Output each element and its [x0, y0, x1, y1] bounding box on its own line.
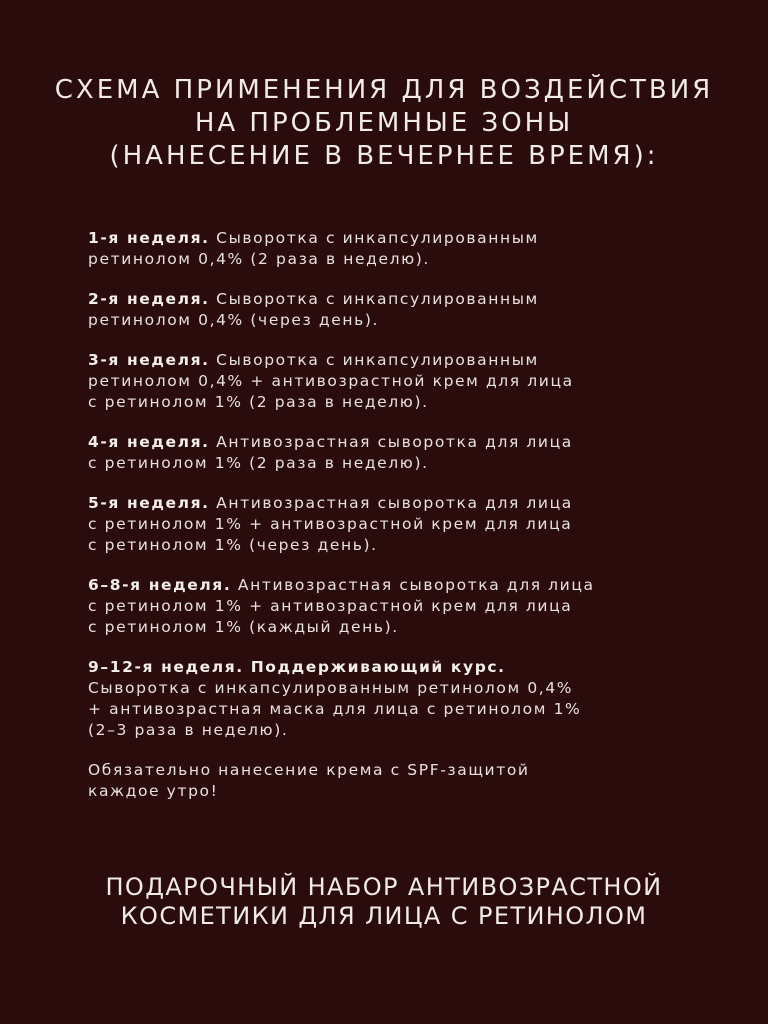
- footer-line-1: ПОДАРОЧНЫЙ НАБОР АНТИВОЗРАСТНОЙ: [105, 873, 663, 901]
- schedule-list: [88, 228, 708, 802]
- week-first-text: Сыворотка с инкапсулированным: [209, 290, 539, 308]
- week-first-text: Сыворотка с инкапсулированным: [209, 351, 539, 369]
- note-line-2: каждое утро!: [88, 782, 219, 800]
- week-text-line: с ретинолом 1% (каждый день).: [88, 618, 399, 636]
- week-text-line: с ретинолом 1% (2 раза в неделю).: [88, 454, 429, 472]
- week-text-line: ретинолом 0,4% (2 раза в неделю).: [88, 250, 430, 268]
- week-first-text: Антивозрастная сыворотка для лица: [209, 433, 573, 451]
- week-heading-line: [88, 432, 708, 453]
- week-text-line: Сыворотка с инкапсулированным ретинолом 0,4%: [88, 679, 574, 697]
- week-first-text: Антивозрастная сыворотка для лица: [231, 576, 595, 594]
- schedule-week-1: [88, 228, 708, 270]
- footer-line-2: КОСМЕТИКИ ДЛЯ ЛИЦА С РЕТИНОЛОМ: [120, 902, 648, 930]
- title-line-3: (НАНЕСЕНИЕ В ВЕЧЕРНЕЕ ВРЕМЯ):: [109, 141, 659, 171]
- week-first-text: Антивозрастная сыворотка для лица: [209, 494, 573, 512]
- title-line-2: НА ПРОБЛЕМНЫЕ ЗОНЫ: [194, 108, 574, 138]
- week-text-line: ретинолом 0,4% (через день).: [88, 311, 379, 329]
- week-heading-line: [88, 289, 708, 310]
- week-first-text: Сыворотка с инкапсулированным: [209, 229, 539, 247]
- week-text-line: с ретинолом 1% (через день).: [88, 536, 378, 554]
- week-label: 5-я неделя.: [88, 494, 210, 512]
- schedule-week-6-8: [88, 575, 708, 638]
- week-text-line: с ретинолом 1% (2 раза в неделю).: [88, 393, 429, 411]
- schedule-week-5: [88, 493, 708, 556]
- week-label: 4-я неделя.: [88, 433, 210, 451]
- week-text-line: (2–3 раза в неделю).: [88, 721, 289, 739]
- week-heading-line: [88, 228, 708, 249]
- schedule-week-9-12: [88, 657, 708, 741]
- week-text-line: с ретинолом 1% + антивозрастной крем для лица: [88, 597, 573, 615]
- schedule-week-3: [88, 350, 708, 413]
- week-heading-line: [88, 657, 708, 678]
- note-line-1: Обязательно нанесение крема с SPF-защитой: [88, 761, 530, 779]
- schedule-week-2: [88, 289, 708, 331]
- week-label: 1-я неделя.: [88, 229, 210, 247]
- week-text-line: с ретинолом 1% + антивозрастной крем для лица: [88, 515, 573, 533]
- week-heading-line: [88, 350, 708, 371]
- title-line-1: СХЕМА ПРИМЕНЕНИЯ ДЛЯ ВОЗДЕЙСТВИЯ: [54, 75, 714, 105]
- week-heading-line: [88, 493, 708, 514]
- schedule-week-4: [88, 432, 708, 474]
- page-title: [0, 74, 768, 173]
- week-label: 9–12-я неделя. Поддерживающий курс.: [88, 658, 506, 676]
- week-label: 2-я неделя.: [88, 290, 210, 308]
- spf-note: [88, 760, 708, 802]
- week-text-line: + антивозрастная маска для лица с ретинолом 1%: [88, 700, 582, 718]
- week-label: 3-я неделя.: [88, 351, 210, 369]
- week-text-line: ретинолом 0,4% + антивозрастной крем для лица: [88, 372, 574, 390]
- footer-title: [0, 873, 768, 931]
- week-heading-line: [88, 575, 708, 596]
- week-label: 6–8-я неделя.: [88, 576, 232, 594]
